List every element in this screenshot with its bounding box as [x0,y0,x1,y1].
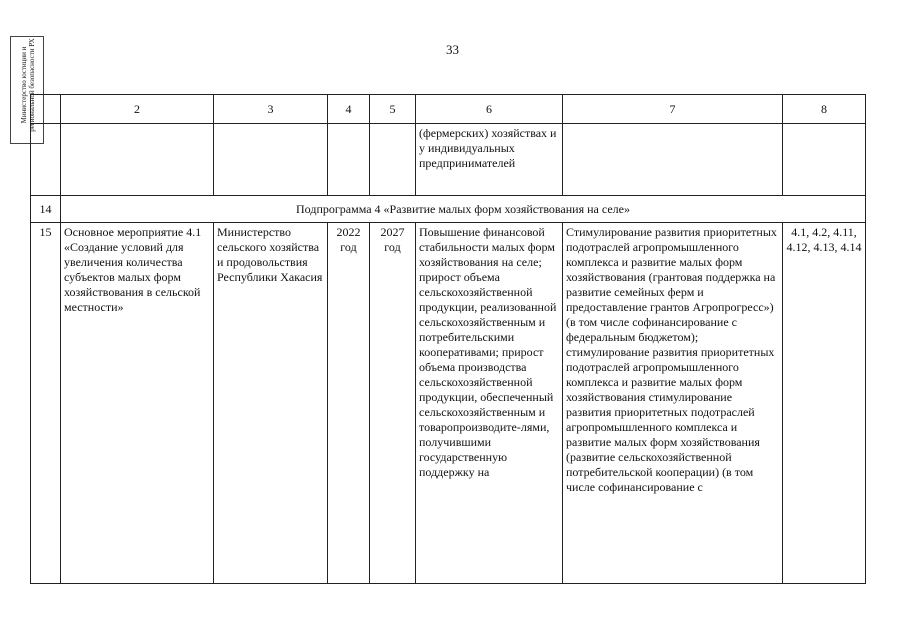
start-year-cell: 2022 год [328,223,370,584]
directions-text: Стимулирование развития приоритетных подотраслей агропромышленного комплекса и развитие малых форм хозяйствования (грантовая поддержка на развитие семейных ферм и предоставление грантов Агропрогресс») (в том числе софинансирование с федеральным бюджетом); стимулирование развития приоритетных подотраслей агропромышленного комплекса и развитие малых форм хозяйствования стимулирование развития приоритетных подотраслей агропромышленного комплекса и развитие малых форм хозяйствования (развитие сельскохозяйственной потребительской кооперации) (в том числе софинансирование с [566,225,777,494]
row-number: 15 [31,223,61,584]
cell-empty [31,124,61,196]
expected-result-text: Повышение финансовой стабильности малых форм хозяйствования на селе; прирост объема сельскохозяйственной продукции, реализованной сельскохозяйственным и потребительскими кооперативами; прирост объема производства сельскохозяйственной продукции, обеспеченный сельскохозяйственным и товаропроизводите-лями, получившими государственную поддержку на [419,225,557,479]
page-number: 33 [446,42,459,57]
measure-name-cell: Основное мероприятие 4.1 «Создание условий для увеличения количества субъектов малых форм хозяйствования в сельской местности» [61,223,214,584]
executor-cell: Министерство сельского хозяйства и продовольствия Республики Хакасия [214,223,328,584]
header-cell-5: 5 [370,95,416,124]
subprogram-row [31,196,866,223]
directions-cell [563,223,783,584]
row-number: 14 [31,196,61,223]
table-header-row [31,95,866,124]
header-cell-2: 2 [61,95,214,124]
continuation-row [31,124,866,196]
end-year-cell: 2027 год [370,223,416,584]
header-cell-4: 4 [328,95,370,124]
cell-empty [563,124,783,196]
header-cell-8: 8 [783,95,866,124]
expected-result-cell [416,223,563,584]
subprogram-title: Подпрограмма 4 «Развитие малых форм хозяйствования на селе» [61,196,866,223]
cell-empty [370,124,416,196]
cell-empty [61,124,214,196]
cell-empty [214,124,328,196]
continuation-result-cell: (фермерских) хозяйствах и у индивидуальных предпринимателей [416,124,563,196]
cell-empty [328,124,370,196]
indicators-cell: 4.1, 4.2, 4.11, 4.12, 4.13, 4.14 [783,223,866,584]
header-cell-3: 3 [214,95,328,124]
header-cell-6: 6 [416,95,563,124]
cell-empty [783,124,866,196]
measures-table [30,94,866,584]
stamp-text: Министерство юстиции и региональной безопасности РХ [20,38,36,132]
header-cell-1 [31,95,61,124]
measure-row [31,223,866,584]
header-cell-7: 7 [563,95,783,124]
